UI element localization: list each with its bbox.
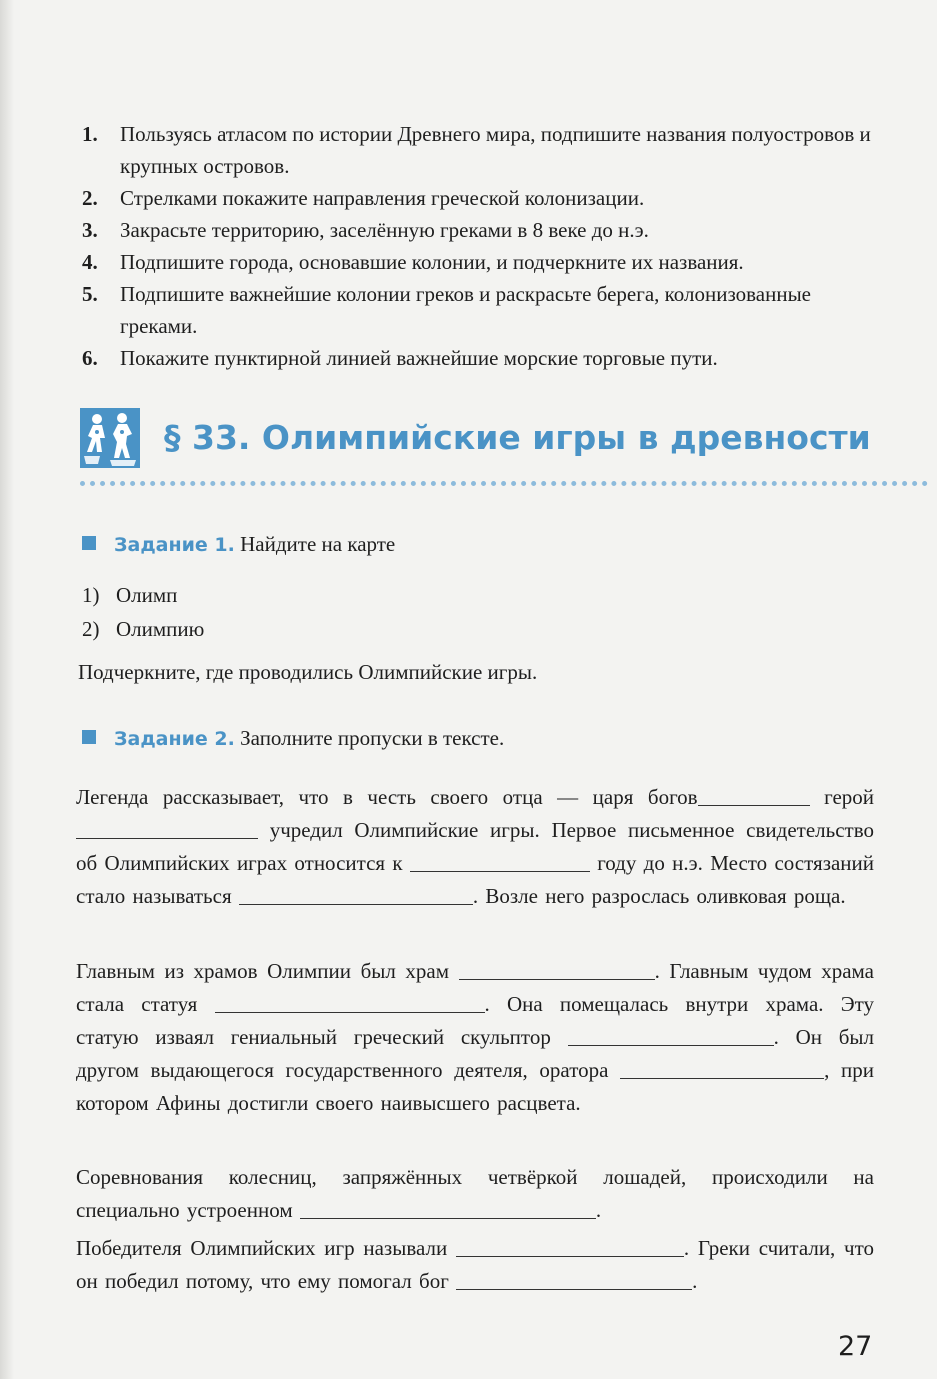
page-number: 27 — [838, 1331, 873, 1362]
map-task — [82, 214, 888, 246]
answer-blank[interactable] — [239, 886, 473, 905]
dotted-divider — [80, 481, 928, 486]
paragraph-text: , при котором Афины достигли своего наивысшего расцвета. — [76, 1058, 875, 1115]
list-item — [82, 578, 204, 612]
paragraph-text: . Возле него разрослась оливковая роща. — [472, 884, 846, 908]
task-text: Закрасьте территорию, заселённую греками в 8 веке до н.э. — [120, 218, 649, 242]
answer-blank[interactable] — [215, 994, 485, 1013]
task-number: 1. — [82, 122, 98, 146]
answer-blank[interactable] — [300, 1200, 596, 1219]
paragraph-text: . Главным чудом храма стала статуя — [76, 959, 875, 1016]
list-item — [82, 612, 204, 646]
map-task — [82, 278, 888, 342]
task-number: 5. — [82, 282, 98, 306]
paragraph-text: Главным из храмов Олимпии был храм — [76, 959, 450, 983]
paragraph-text: . Греки считали, что он победил потому, что ему помогал бог — [76, 1236, 874, 1293]
answer-blank[interactable] — [568, 1027, 774, 1046]
item-number: 2) — [82, 617, 100, 641]
task-number: 4. — [82, 250, 98, 274]
answer-blank[interactable] — [410, 853, 590, 872]
item-number: 1) — [82, 583, 100, 607]
paragraph-text: . Она помещалась внутри храма. Эту статую изваял гениальный греческий скульптор — [76, 992, 874, 1049]
fill-in-paragraph-1 — [76, 781, 874, 913]
answer-blank[interactable] — [456, 1238, 684, 1257]
item-text: Олимпию — [116, 617, 205, 641]
task-text: Подпишите города, основавшие колонии, и подчеркните их названия. — [120, 250, 744, 274]
task-text: Пользуясь атласом по истории Древнего мира, подпишите названия полуостровов и крупных островов. — [120, 122, 871, 178]
answer-blank[interactable] — [620, 1060, 824, 1079]
fill-in-paragraph-4 — [76, 1232, 874, 1298]
map-task — [82, 182, 888, 214]
section-header — [80, 408, 871, 470]
assignment-2-heading — [82, 723, 504, 754]
task-number: 6. — [82, 346, 98, 370]
assignment-1-heading — [82, 529, 395, 560]
paragraph-text: . — [595, 1198, 602, 1222]
map-task — [82, 342, 888, 374]
fill-in-paragraph-2 — [76, 955, 874, 1120]
paragraph-text: году до н.э. Место состязаний стало называться — [76, 851, 875, 908]
answer-blank[interactable] — [76, 820, 258, 839]
fill-in-paragraph-3 — [76, 1161, 874, 1227]
square-bullet-icon — [82, 536, 96, 550]
paragraph-text: . — [692, 1269, 698, 1293]
paragraph-text: учредил Олимпийские игры. Первое письменное свидетельство об Олимпийских играх относится к — [76, 818, 874, 875]
section-title: § 33. Олимпийские игры в древности — [164, 418, 871, 457]
task-number: 2. — [82, 186, 98, 210]
page-binding-shadow — [0, 0, 14, 1379]
assignment-label: Задание 1. — [114, 534, 235, 556]
answer-blank[interactable] — [456, 1271, 692, 1290]
paragraph-text: герой — [824, 785, 875, 809]
square-bullet-icon — [82, 730, 96, 744]
paragraph-text: . Он был другом выдающегося государственного деятеля, оратора — [76, 1025, 874, 1082]
map-task — [82, 246, 888, 278]
item-text: Олимп — [116, 583, 178, 607]
task-text: Покажите пунктирной линией важнейшие морские торговые пути. — [120, 346, 718, 370]
paragraph-text: Легенда рассказывает, что в честь своего отца — царя богов — [76, 785, 698, 809]
task-text: Стрелками покажите направления греческой колонизации. — [120, 186, 645, 210]
assignment-text: Заполните пропуски в тексте. — [240, 726, 505, 750]
map-task — [82, 118, 888, 182]
assignment-1-items — [82, 578, 204, 646]
paragraph-text: Соревнования колесниц, запряжённых четвёркой лошадей, происходили на специально устроенном — [76, 1165, 874, 1222]
answer-blank[interactable] — [698, 787, 810, 806]
answer-blank[interactable] — [459, 961, 655, 980]
assignment-text: Найдите на карте — [240, 532, 396, 556]
map-task-list — [82, 118, 888, 374]
assignment-label: Задание 2. — [114, 728, 235, 750]
assignment-1-instruction: Подчеркните, где проводились Олимпийские игры. — [78, 660, 538, 684]
task-number: 3. — [82, 218, 98, 242]
paragraph-text: Победителя Олимпийских игр называли — [76, 1236, 448, 1260]
task-text: Подпишите важнейшие колонии греков и раскрасьте берега, колонизованные греками. — [120, 282, 812, 338]
olympic-athletes-icon — [80, 408, 140, 468]
